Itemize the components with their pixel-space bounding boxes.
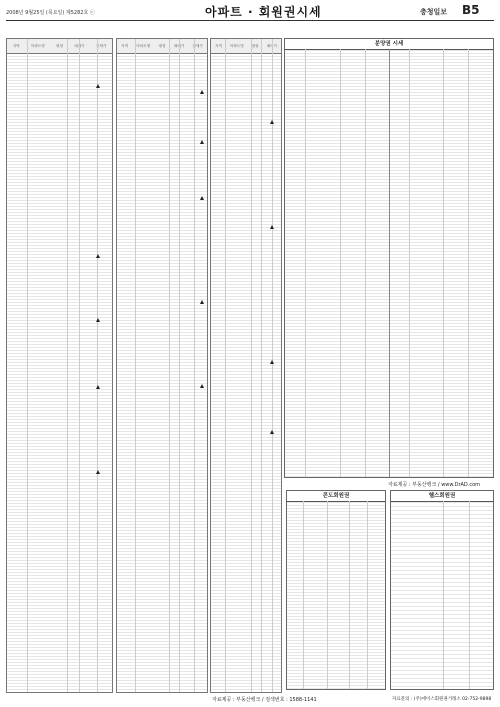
price-column-1: [6, 38, 113, 693]
up-triangle-icon: [200, 140, 204, 144]
page-number: B5: [462, 3, 480, 17]
up-triangle-icon: [270, 360, 274, 364]
up-triangle-icon: [270, 430, 274, 434]
page-header: [0, 0, 500, 22]
up-triangle-icon: [96, 385, 100, 389]
up-triangle-icon: [270, 120, 274, 124]
condo-title: 콘도회원권: [287, 491, 385, 502]
price-column-2: [116, 38, 208, 693]
inquiry-note: 자료문의 : (주)에이스회원권거래소 02-752-9898: [392, 697, 492, 702]
column-header: 지역 아파트명 평형 매매가 전세가: [7, 39, 112, 54]
up-triangle-icon: [200, 90, 204, 94]
up-triangle-icon: [270, 225, 274, 229]
health-table: [390, 490, 494, 690]
up-triangle-icon: [96, 254, 100, 258]
up-triangle-icon: [200, 384, 204, 388]
issue-date: 2008년 9월25일 (목요일) 제5282호 ⓒ: [6, 10, 95, 16]
up-triangle-icon: [200, 300, 204, 304]
newspaper-name: 충청일보: [420, 8, 448, 16]
page-title: 아파트 · 회원권시세: [205, 5, 322, 19]
header-rule: [6, 20, 494, 21]
presale-table: [284, 38, 494, 478]
presale-title: 분양권 시세: [285, 39, 493, 50]
condo-table: [286, 490, 386, 690]
column-header: 지역 아파트명 평형 매매가: [211, 39, 281, 54]
up-triangle-icon: [96, 318, 100, 322]
column-header: 지역 아파트명 평형 매매가 전세가: [117, 39, 207, 54]
up-triangle-icon: [96, 470, 100, 474]
source-left: 자료제공 : 부동산뱅크 / 검색번호 : 1588-1141: [212, 697, 317, 703]
up-triangle-icon: [96, 84, 100, 88]
up-triangle-icon: [200, 196, 204, 200]
price-column-3: [210, 38, 282, 693]
health-title: 헬스회원권: [391, 491, 493, 502]
source-right: 자료제공 : 부동산뱅크 / www.DrAD.com: [388, 482, 481, 488]
